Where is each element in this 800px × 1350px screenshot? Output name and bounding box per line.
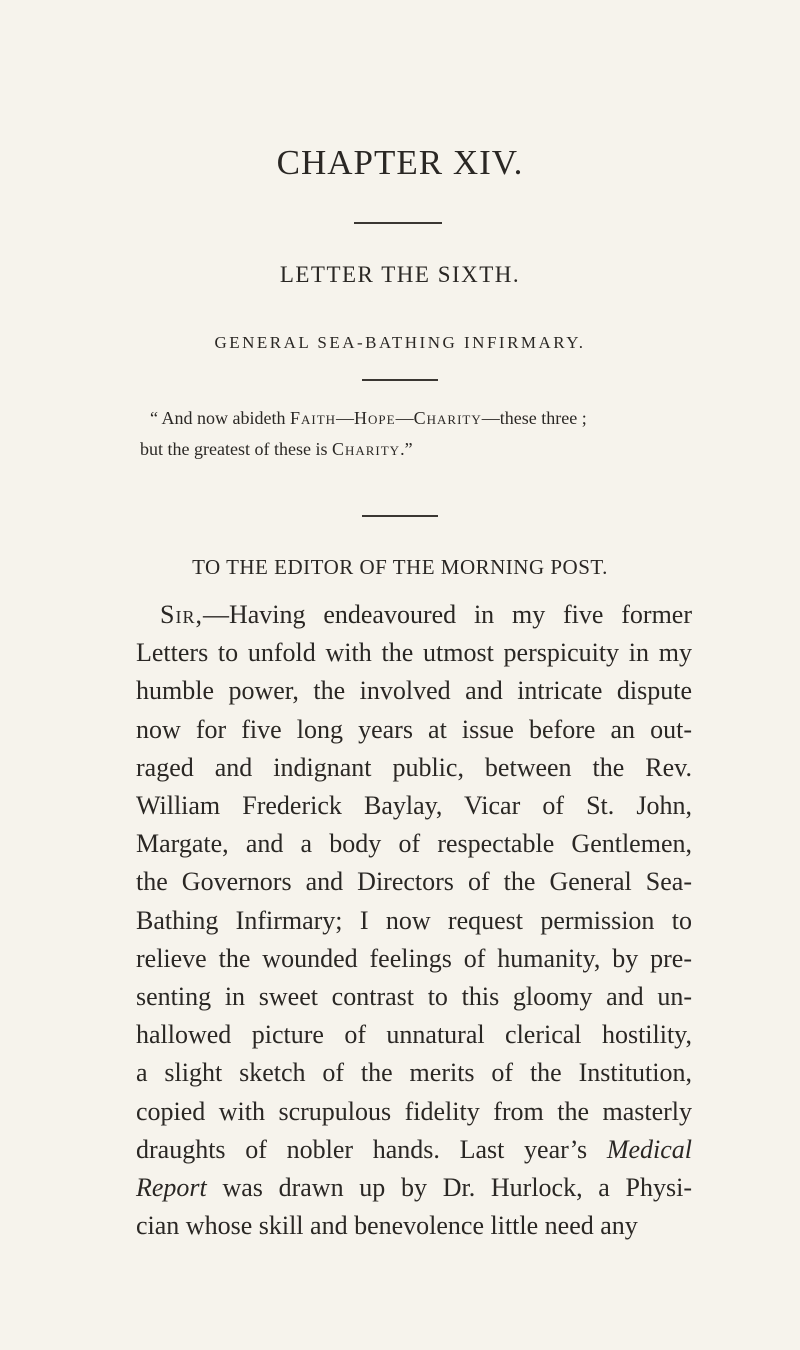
epigraph-line-2: but the greatest of these is Charity.” bbox=[140, 439, 413, 459]
body-line: the Governors and Directors of the General Sea- bbox=[136, 867, 692, 897]
body-line: a slight sketch of the merits of the Institution, bbox=[136, 1058, 692, 1088]
italic-medical: Medical bbox=[606, 1134, 692, 1164]
letter-title: LETTER THE SIXTH. bbox=[279, 262, 521, 287]
body-line: William Frederick Baylay, Vicar of St. John, bbox=[136, 791, 692, 821]
italic-report: Report bbox=[136, 1173, 207, 1203]
addressee: TO THE EDITOR OF THE MORNING POST. bbox=[192, 555, 608, 579]
body-line: Bathing Infirmary; I now request permission to bbox=[136, 905, 692, 935]
body-line: raged and indignant public, between the Rev. bbox=[136, 752, 692, 782]
epigraph bbox=[140, 403, 700, 465]
body-line: Sir,—Having endeavoured in my five former bbox=[160, 600, 692, 629]
divider-rule bbox=[362, 515, 438, 517]
subtitle: GENERAL SEA-BATHING INFIRMARY. bbox=[214, 333, 586, 352]
body-line: senting in sweet contrast to this gloomy and un- bbox=[136, 982, 692, 1012]
body-line: humble power, the involved and intricate dispute bbox=[136, 676, 692, 706]
body-line: relieve the wounded feelings of humanity, by pre- bbox=[136, 943, 692, 973]
body-line: hallowed picture of unnatural clerical hostility, bbox=[136, 1020, 692, 1050]
body-line: now for five long years at issue before an out- bbox=[136, 714, 692, 744]
chapter-heading: CHAPTER XIV. bbox=[276, 143, 524, 182]
divider-rule bbox=[354, 222, 442, 224]
epigraph-line-1: “ And now abideth Faith—Hope—Charity—these three ; bbox=[150, 408, 587, 428]
divider-rule bbox=[362, 379, 438, 381]
body-line: cian whose skill and benevolence little need any bbox=[136, 1211, 638, 1241]
body-line: Margate, and a body of respectable Gentlemen, bbox=[136, 829, 692, 859]
body-line: copied with scrupulous fidelity from the masterly bbox=[136, 1096, 692, 1126]
letter-body bbox=[136, 596, 692, 1245]
body-line: Report was drawn up by Dr. Hurlock, a Physi- bbox=[136, 1173, 692, 1203]
body-line: draughts of nobler hands. Last year’s Medical bbox=[136, 1134, 692, 1164]
body-line: Letters to unfold with the utmost perspicuity in my bbox=[136, 638, 692, 668]
